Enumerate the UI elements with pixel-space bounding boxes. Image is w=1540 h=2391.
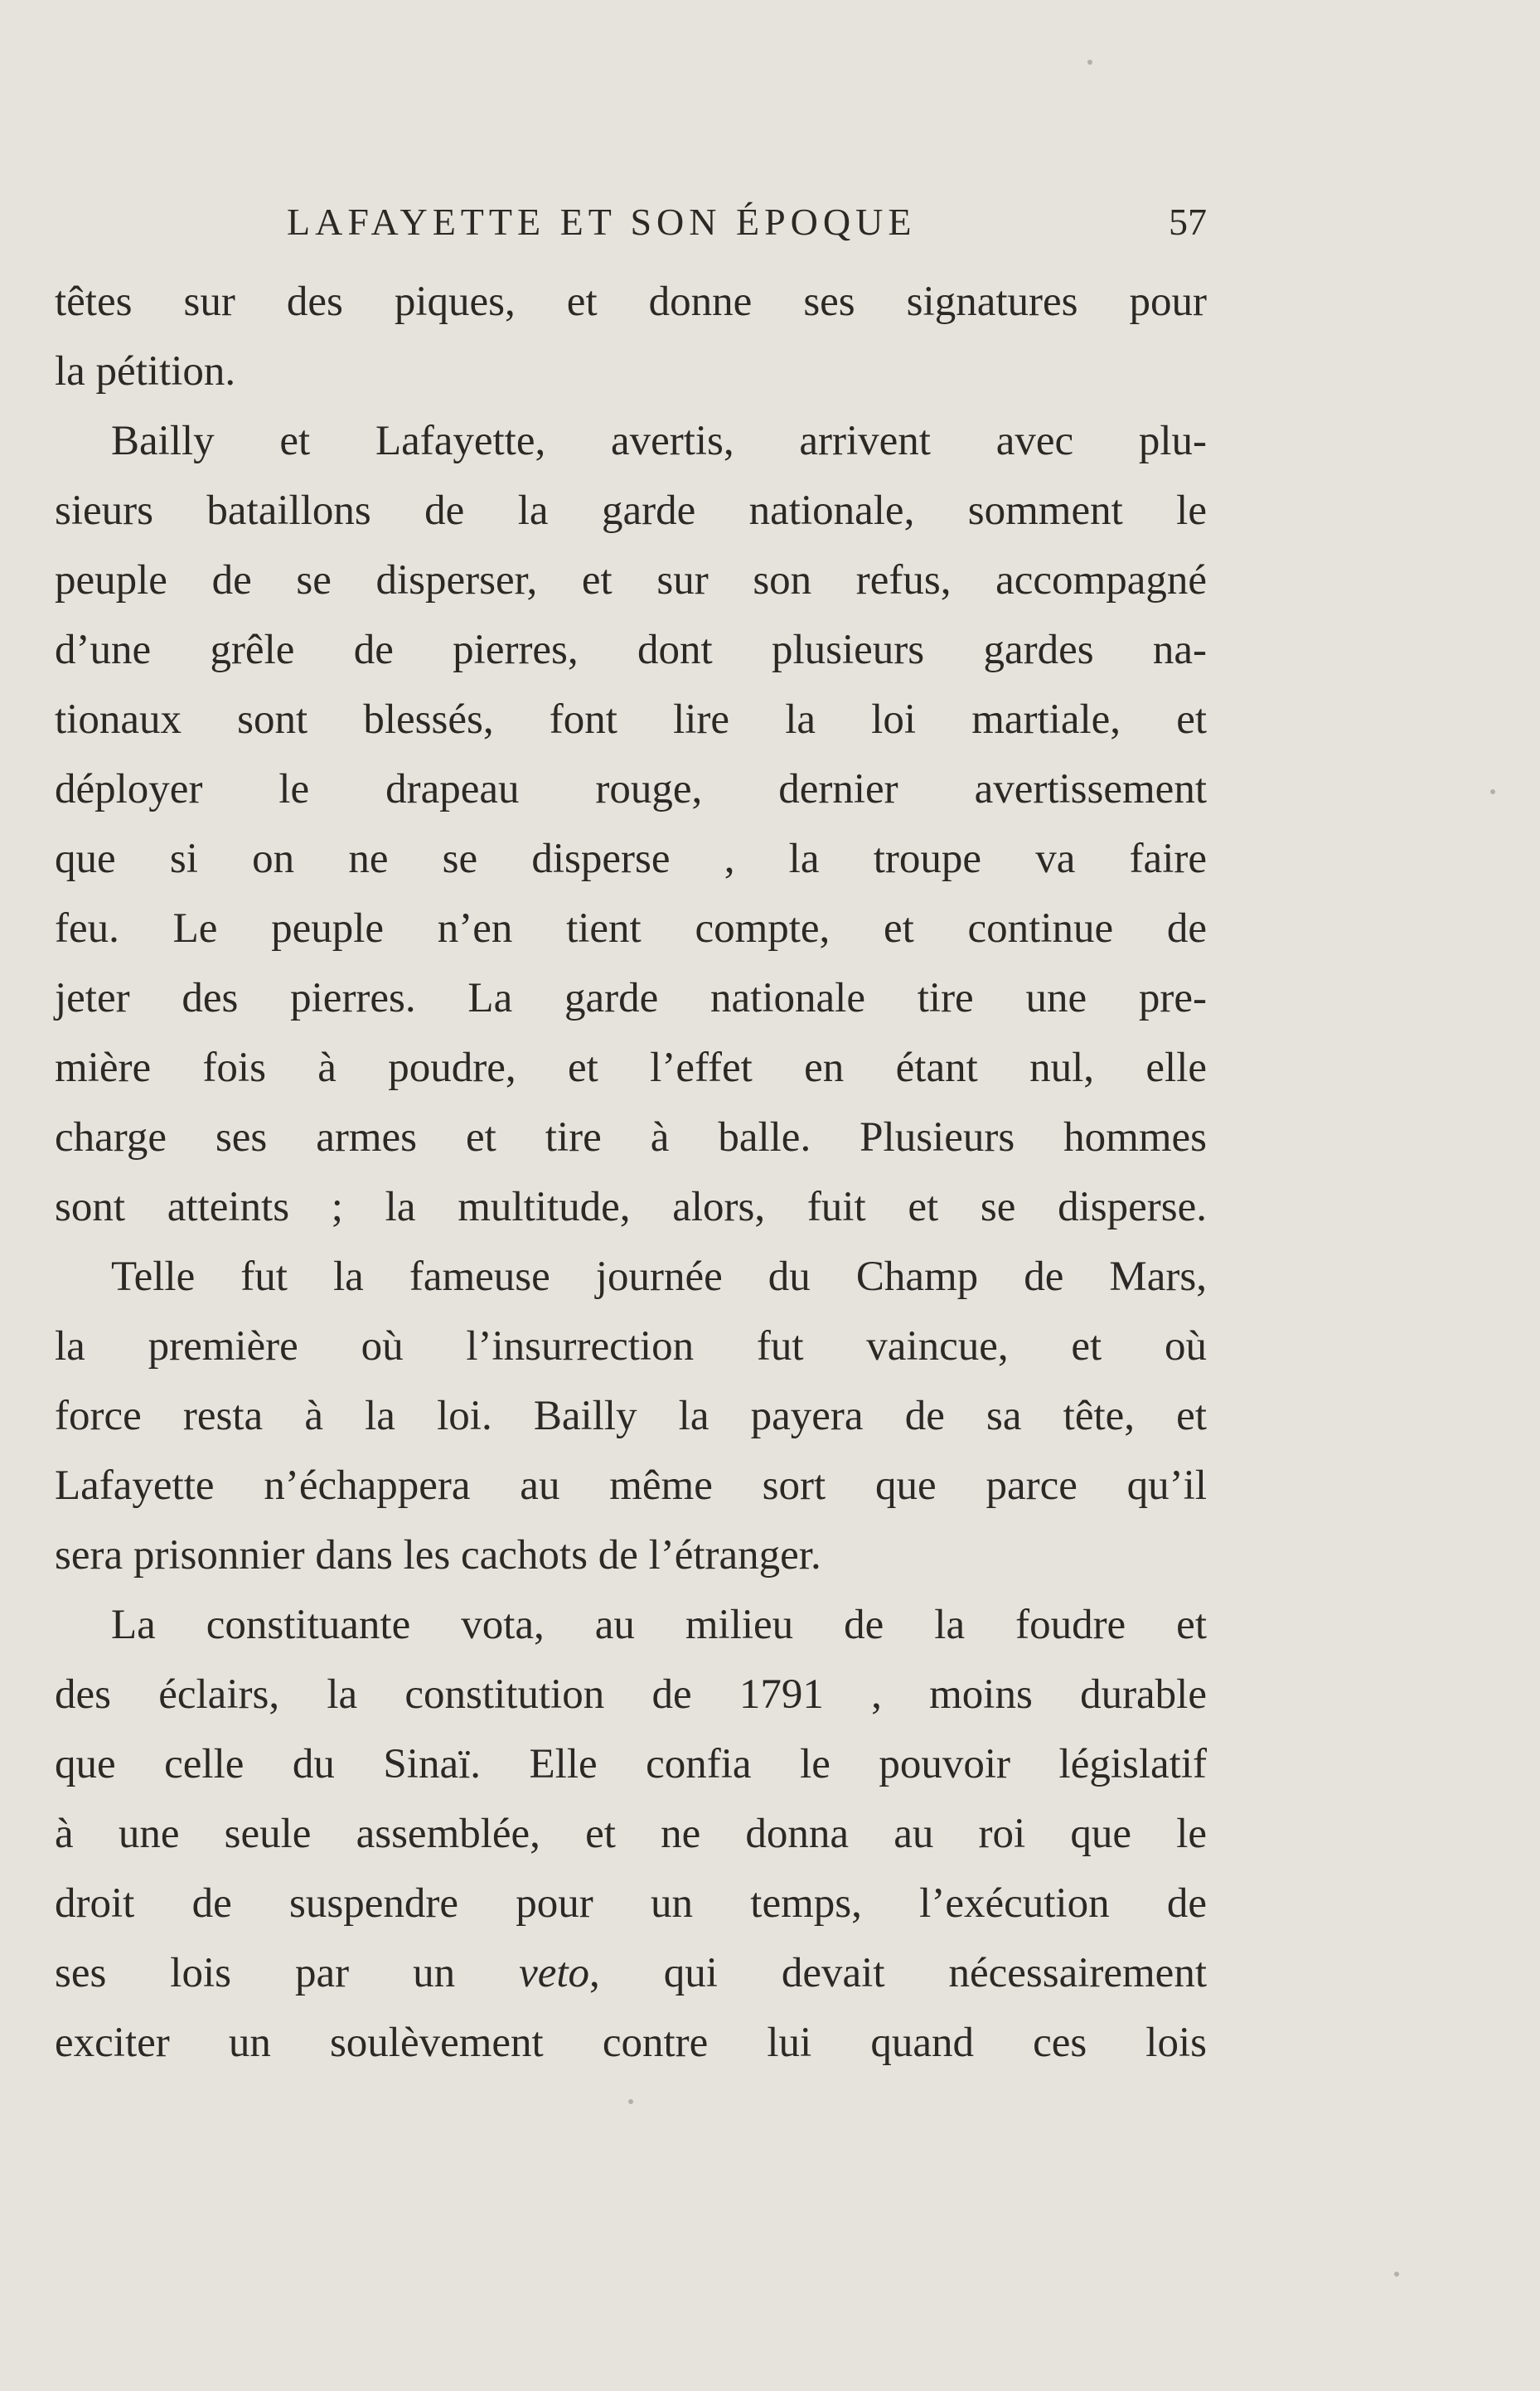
text-line: déployer le drapeau rouge, dernier avertissement — [55, 766, 1207, 812]
paper-speck — [628, 2099, 633, 2104]
text-segment: ses lois par un — [55, 1950, 456, 1996]
paper-speck — [1087, 60, 1092, 65]
text-line: que si on ne se disperse , la troupe va faire — [55, 836, 1207, 882]
text-line: Lafayette n’échappera au même sort que parce qu’il — [55, 1462, 1207, 1509]
paragraph-start-line: Telle fut la fameuse journée du Champ de Mars, — [111, 1254, 1207, 1300]
text-line: la première où l’insurrection fut vaincue, et où — [55, 1323, 1207, 1370]
paper-speck — [1394, 2272, 1399, 2277]
text-line — [55, 1938, 1207, 2008]
text-line: la pétition. — [55, 348, 236, 395]
paper-speck — [1490, 789, 1495, 794]
text-segment: , qui devait nécessairement — [589, 1950, 1207, 1996]
text-line: d’une grêle de pierres, dont plusieurs gardes na- — [55, 627, 1207, 673]
text-line: sieurs bataillons de la garde nationale, somment le — [55, 487, 1207, 534]
paragraph-start-line: La constituante vota, au milieu de la foudre et — [111, 1602, 1207, 1648]
body-text — [55, 267, 1207, 2078]
text-line: mière fois à poudre, et l’effet en étant nul, elle — [55, 1045, 1207, 1091]
text-line: feu. Le peuple n’en tient compte, et continue de — [55, 905, 1207, 952]
text-line: à une seule assemblée, et ne donna au roi que le — [55, 1811, 1207, 1857]
text-line: peuple de se disperser, et sur son refus, accompagné — [55, 557, 1207, 604]
text-line: sera prisonnier dans les cachots de l’étranger. — [55, 1532, 821, 1579]
text-line: sont atteints ; la multitude, alors, fuit et se disperse. — [55, 1184, 1207, 1230]
text-line: exciter un soulèvement contre lui quand ces lois — [55, 2020, 1207, 2066]
running-title: LAFAYETTE ET SON ÉPOQUE — [287, 201, 917, 243]
italic-term: veto — [519, 1950, 590, 1996]
text-line: tionaux sont blessés, font lire la loi martiale, et — [55, 696, 1207, 743]
text-line: droit de suspendre pour un temps, l’exécution de — [55, 1880, 1207, 1927]
text-line: charge ses armes et tire à balle. Plusieurs hommes — [55, 1114, 1207, 1161]
text-line: que celle du Sinaï. Elle confia le pouvoir législatif — [55, 1741, 1207, 1787]
text-line: têtes sur des piques, et donne ses signatures pour — [55, 279, 1207, 325]
running-head — [55, 197, 1207, 247]
text-line: des éclairs, la constitution de 1791 , moins durable — [55, 1671, 1207, 1718]
page-number: 57 — [1169, 201, 1207, 243]
text-line: jeter des pierres. La garde nationale tire une pre- — [55, 975, 1207, 1021]
text-line: force resta à la loi. Bailly la payera de sa tête, et — [55, 1393, 1207, 1439]
paragraph-start-line: Bailly et Lafayette, avertis, arrivent avec plu- — [111, 418, 1207, 464]
